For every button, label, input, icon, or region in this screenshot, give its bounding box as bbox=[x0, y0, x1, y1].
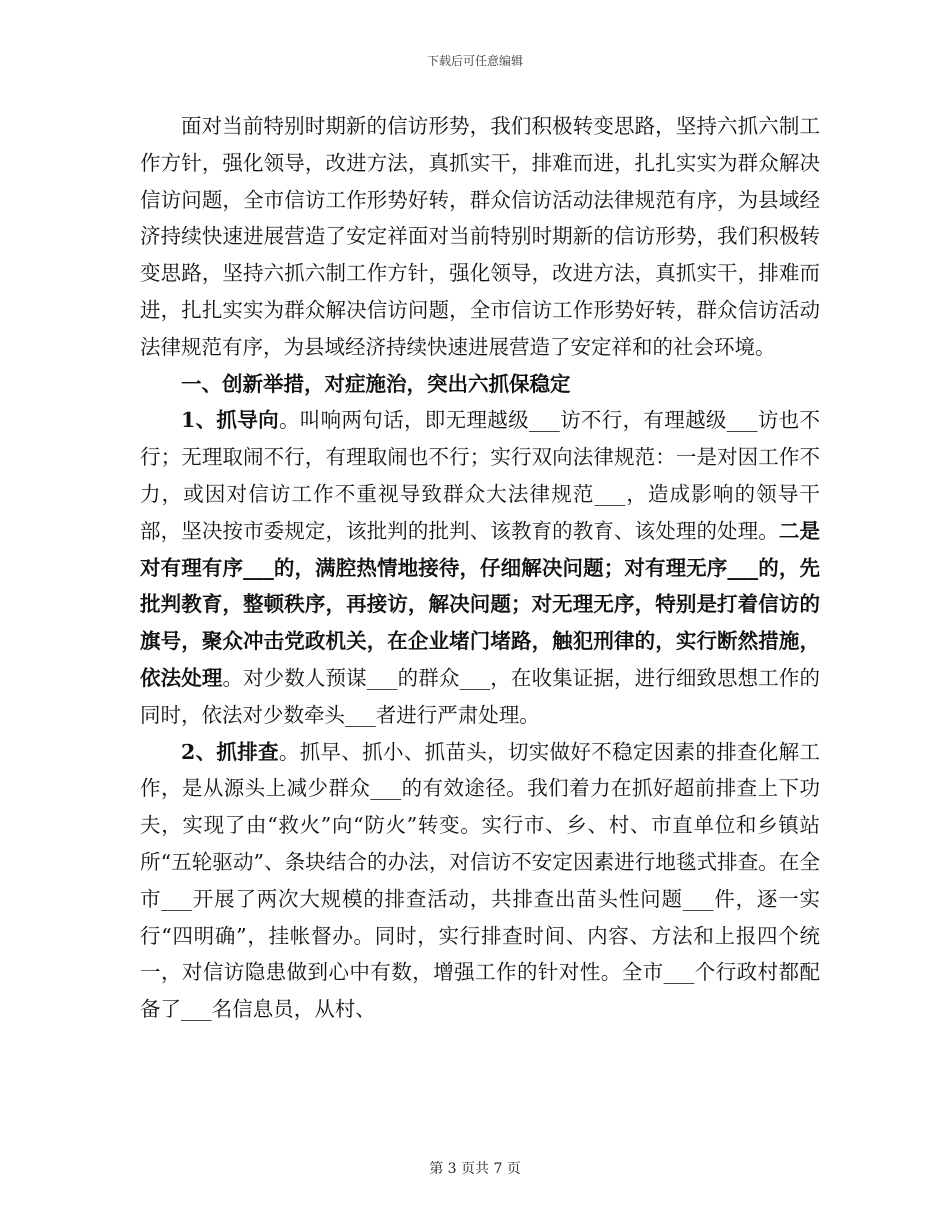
guidance-text-2: 。对少数人预谋___的群众___，在收集证据，进行细致思想工作的同时，依法对少数牵头___者进行严肃处理。 bbox=[140, 665, 820, 727]
intro-paragraph: 面对当前特别时期新的信访形势，我们积极转变思路，坚持六抓六制工作方针，强化领导，改进方法，真抓实干，排难而进，扎扎实实为群众解决信访问题，全市信访工作形势好转，群众信访活动法律规范有序，为县域经济持续快速进展营造了安定祥面对当前特别时期新的信访形势，我们积极转变思路，坚持六抓六制工作方针，强化领导，改进方法，真抓实干，排难而进，扎扎实实为群众解决信访问题，全市信访工作形势好转，群众信访活动法律规范有序，为县域经济持续快速进展营造了安定祥和的社会环境。 bbox=[140, 114, 820, 359]
paragraph-guidance bbox=[140, 402, 820, 733]
investigation-text: 。抓早、抓小、抓苗头，切实做好不稳定因素的排查化解工作，是从源头上减少群众___的有效途径。我们着力在抓好超前排查上下功夫，实现了由“救火”向“防火”转变。实行市、乡、村、市直单位和乡镇站所“五轮驱动”、条块结合的办法，对信访不安定因素进行地毯式排查。在全市___开展了两次大规模的排查活动，共排查出苗头性问题___件，逐一实行“四明确”，挂帐督办。同时，实行排查时间、内容、方法和上报四个统一，对信访隐患做到心中有数，增强工作的针对性。全市___个行政村都配备了___名信息员，从村、 bbox=[140, 739, 821, 1022]
page-header: 下载后可任意编辑 bbox=[426, 54, 523, 68]
item-label-guidance: 1、抓导向 bbox=[181, 408, 279, 433]
page-footer: 第 3 页共 7 页 bbox=[429, 1161, 521, 1177]
document-body bbox=[140, 108, 820, 1028]
guidance-bold-text: 二是对有理有序___的，满腔热情地接待，仔细解决问题；对有理无序___的，先批判教育，整顿秩序，再接访，解决问题；对无理无序，特别是打着信访的旗号，聚众冲击党政机关，在企业堵门堵路，触犯刑律的，实行断然措施，依法处理 bbox=[140, 518, 820, 690]
section-heading: 一、创新举措，对症施治，突出六抓保稳定 bbox=[181, 371, 571, 396]
guidance-text-1: 。叫响两句话，即无理越级___访不行，有理越级___访也不行；无理取闹不行，有理取闹也不行；实行双向法律规范：一是对因工作不力，或因对信访工作不重视导致群众大法律规范___，造成影响的领导干部，坚决按市委规定，该批判的批判、该教育的教育、该处理的处理。 bbox=[140, 408, 821, 543]
item-label-investigation: 2、抓排查 bbox=[181, 739, 279, 764]
paragraph-investigation bbox=[140, 734, 820, 1028]
